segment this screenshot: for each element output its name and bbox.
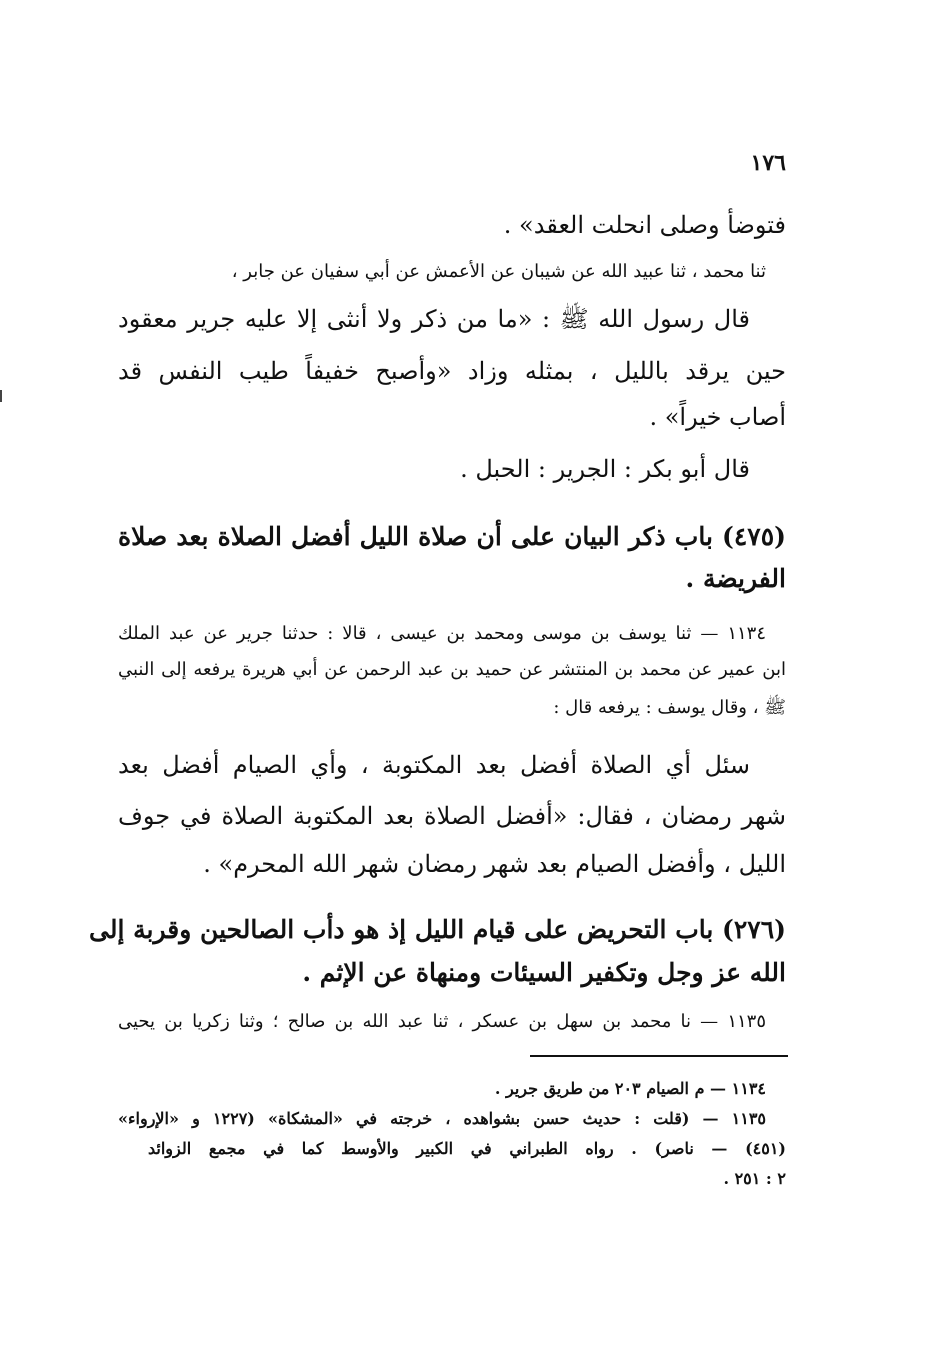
hadith-1134-chain: ﷺ ، وقال يوسف : يرفعه قال : [553, 697, 786, 718]
chapter-heading-476-cont: الله عز وجل وتكفير السيئات ومنهاة عن الإثم . [302, 958, 786, 987]
text-line: قال رسول الله ﷺ : «ما من ذكر ولا أنثى إلا عليه جرير معقود [118, 305, 750, 333]
text-line: قال أبو بكر : الجرير : الحبل . [460, 455, 750, 483]
hadith-1134-chain: ابن عمير عن محمد بن المنتشر عن حميد بن عبد الرحمن عن أبي هريرة يرفعه إلى النبي [118, 659, 786, 680]
footnote-divider [530, 1055, 788, 1057]
hadith-1134-text: شهر رمضان ، فقال: «أفضل الصلاة بعد المكتوبة الصلاة في جوف [118, 802, 786, 830]
hadith-1134-chain: ١١٣٤ — ثنا يوسف بن موسى ومحمد بن عيسى ، قالا : حدثنا جرير عن عبد الملك [118, 623, 766, 644]
chapter-heading-475-cont: الفريضة . [685, 564, 786, 593]
chapter-heading-476: (٢٧٦) باب التحريض على قيام الليل إذ هو دأب الصالحين وقربة إلى [89, 915, 786, 944]
hadith-1134-text: سئل أي الصلاة أفضل بعد المكتوبة ، وأي الصيام أفضل بعد [118, 751, 751, 779]
hadith-1134-text: الليل ، وأفضل الصيام بعد شهر رمضان شهر الله المحرم» . [203, 850, 786, 878]
scan-edge-mark [0, 390, 2, 402]
hadith-1135-chain: ١١٣٥ — نا محمد بن سهل بن عسكر ، ثنا عبد الله بن صالح ؛ وثنا زكريا بن يحيى [118, 1011, 766, 1032]
footnote-1134: ١١٣٤ — م الصيام ٢٠٣ من طريق جرير . [494, 1079, 766, 1098]
chain-line: ثنا محمد ، ثنا عبيد الله عن شيبان عن الأعمش عن أبي سفيان عن جابر ، [231, 261, 766, 282]
footnote-1135-cont: ٢ : ٢٥١ . [723, 1169, 786, 1188]
footnote-1135-cont: (٤٥١) — ناصر) . رواه الطبراني في الكبير والأوسط كما في مجمع الزوائد [148, 1139, 786, 1158]
chapter-heading-475: (٤٧٥) باب ذكر البيان على أن صلاة الليل أفضل الصلاة بعد صلاة [118, 522, 786, 551]
text-line: حين يرقد بالليل ، بمثله وزاد «وأصبح خفيفاً طيب النفس قد [118, 357, 786, 385]
footnote-1135: ١١٣٥ — (قلت : حديث حسن بشواهده ، خرجته في «المشكاة» (١٢٢٧ و «الإرواء» [118, 1109, 767, 1128]
text-line: أصاب خيراً» . [649, 403, 786, 431]
page-number: ١٧٦ [750, 150, 786, 176]
text-line: فتوضأ وصلى انحلت العقد» . [503, 211, 786, 239]
